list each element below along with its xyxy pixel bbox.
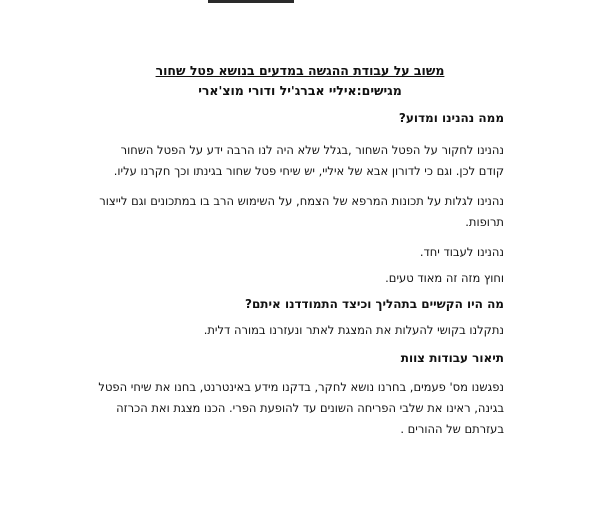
scan-edge-mark — [208, 0, 294, 3]
section-heading-teamwork: תיאור עבודות צוות — [400, 351, 504, 365]
section-heading-difficulties: מה היו הקשיים בתהליך וכיצד התמודדנו איתם? — [244, 297, 504, 311]
presenters-line: מגישים:איליי אברג'יל ודורי מוצ'ארי — [198, 83, 402, 98]
feedback-document — [96, 62, 504, 440]
paragraph-tasty: וחוץ מזה זה מאוד טעים. — [385, 271, 504, 285]
document-title: משוב על עבודת ההגשה במדעים בנושא פטל שחור — [155, 63, 445, 78]
paragraph-research-reason: נהנינו לחקור על הפטל השחור ,בגלל שלא היה לנו הרבה ידע על הפטל השחור קודם לכן. וגם כי לדורון אבא של איליי, יש שיחי פטל שחור בגינתו וכך חקרנו עליו. — [113, 143, 504, 178]
paragraph-difficulty: נתקלנו בקושי להעלות את המצגת לאתר ונעזרנו במורה דלית. — [203, 323, 504, 337]
paragraph-working-together: נהנינו לעבוד יחד. — [419, 245, 504, 259]
paragraph-healing-properties: נהנינו לגלות על תכונות המרפא של הצמח, על השימוש הרב בו במתכונים וגם לייצור תרופות. — [99, 194, 504, 229]
section-heading-enjoyed: ממה נהנינו ומדוע? — [398, 111, 504, 125]
paragraph-teamwork: נפגשנו מס' פעמים, בחרנו נושא לחקר, בדקנו מידע באינטרנט, בחנו את שיחי הפטל בגינה, ראינו את שלבי הפריחה השונים עד להופעת הפרי. הכנו מצגת ואת הכרזה בעזרתם של ההורים . — [98, 380, 504, 436]
